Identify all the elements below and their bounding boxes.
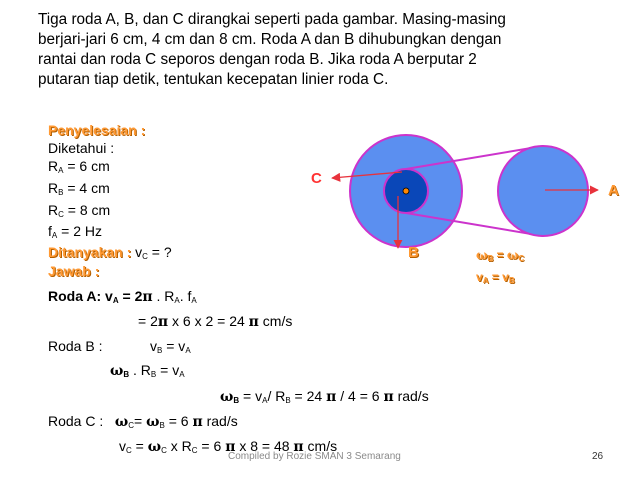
subscript: A — [179, 370, 185, 379]
symbol: R — [48, 180, 59, 196]
omega-symbol: ω — [147, 439, 162, 455]
subscript: B — [159, 421, 165, 430]
text: / 4 = 6 — [336, 388, 384, 404]
text: x 6 x 2 = 24 — [168, 313, 249, 329]
subscript: A — [185, 346, 191, 355]
subscript: A — [482, 276, 489, 285]
subscript: B — [123, 370, 130, 379]
text: x R — [166, 438, 192, 454]
label-a: A — [608, 182, 619, 199]
text: . R — [129, 362, 151, 378]
text: v — [119, 438, 126, 454]
problem-line: rantai dan roda C seporos dengan roda B. Jika roda A berputar 2 — [38, 51, 477, 68]
answer-label: Jawab : — [48, 263, 100, 279]
text: . f — [179, 288, 192, 304]
subscript: A — [174, 296, 180, 305]
subscript: B — [233, 396, 240, 405]
subscript: C — [518, 254, 525, 263]
pi-symbol: π — [157, 314, 169, 330]
text: = — [493, 248, 507, 262]
text: = v — [239, 388, 263, 404]
pi-symbol: π — [192, 414, 203, 430]
value: = 8 cm — [63, 202, 111, 218]
omega-symbol: ω — [114, 414, 129, 430]
pi-symbol: π — [383, 389, 394, 405]
pi-symbol: π — [142, 289, 153, 305]
subscript: A — [58, 166, 64, 175]
omega-symbol: ω — [476, 248, 488, 262]
label-c: C — [311, 170, 322, 187]
subscript: A — [51, 231, 58, 240]
text: = 24 — [290, 388, 327, 404]
subscript: C — [191, 446, 198, 455]
subscript: C — [161, 446, 167, 455]
text: rad/s — [202, 413, 238, 429]
pi-symbol: π — [225, 439, 236, 455]
subscript: A — [262, 396, 268, 405]
text: cm/s — [303, 438, 338, 454]
value: = 2 Hz — [57, 223, 102, 239]
text: = 2 — [118, 288, 143, 304]
subscript: C — [142, 252, 148, 261]
text: = v — [162, 338, 186, 354]
subscript: B — [150, 370, 157, 379]
legend-velocity — [476, 270, 515, 285]
problem-line: putaran tiap detik, tentukan kecepatan linier roda C. — [38, 71, 389, 88]
problem-line: Tiga roda A, B, dan C dirangkai seperti pada gambar. Masing-masing — [38, 11, 506, 28]
solution-heading: Penyelesaian : — [48, 122, 146, 138]
text: . R — [152, 288, 175, 304]
subscript: A — [112, 296, 119, 305]
text: = 2 — [138, 313, 158, 329]
axle-hub — [403, 188, 409, 194]
asked-symbol: v — [135, 244, 143, 260]
subscript: C — [126, 446, 132, 455]
subscript: B — [285, 396, 291, 405]
text: v — [150, 338, 157, 354]
subscript: B — [508, 276, 515, 285]
wheel-a — [498, 146, 588, 236]
label-b: B — [408, 244, 419, 261]
omega-symbol: ω — [506, 248, 519, 262]
problem-line: berjari-jari 6 cm, 4 cm dan 8 cm. Roda A dan B dihubungkan dengan — [38, 31, 502, 48]
pi-symbol: π — [248, 314, 259, 330]
subscript: A — [191, 296, 197, 305]
symbol: R — [48, 158, 59, 174]
omega-symbol: ω — [220, 389, 234, 405]
symbol: f — [48, 223, 52, 239]
value: = 6 cm — [63, 158, 110, 174]
label: Roda B : — [48, 338, 103, 354]
value: = 4 cm — [63, 180, 110, 196]
text: rad/s — [393, 388, 429, 404]
text: = — [134, 413, 147, 429]
text: / R — [267, 388, 286, 404]
footer-credit: Compiled by Rozie SMAN 3 Semarang — [228, 451, 401, 462]
subscript: B — [487, 254, 494, 263]
subscript: B — [157, 346, 163, 355]
text: = 6 — [197, 438, 226, 454]
text: x 8 = 48 — [235, 438, 294, 454]
legend-omega — [476, 248, 524, 263]
text: = v — [488, 270, 509, 284]
text: v — [476, 270, 483, 284]
text: cm/s — [258, 313, 293, 329]
asked-label: Ditanyakan : — [48, 244, 132, 260]
text: = 6 — [164, 413, 193, 429]
asked-value: = ? — [147, 244, 172, 260]
subscript: B — [58, 188, 64, 197]
pi-symbol: π — [293, 439, 304, 455]
subscript: C — [58, 210, 64, 219]
omega-symbol: ω — [146, 414, 160, 430]
subscript: C — [128, 421, 135, 430]
page-number: 26 — [592, 451, 604, 462]
label: Roda C : — [48, 413, 104, 429]
text: = — [131, 438, 148, 454]
omega-symbol: ω — [110, 363, 124, 379]
label: Roda A: v — [48, 288, 113, 304]
known-label: Diketahui : — [48, 140, 115, 156]
pi-symbol: π — [326, 389, 337, 405]
text: = v — [156, 362, 180, 378]
symbol: R — [48, 202, 59, 218]
